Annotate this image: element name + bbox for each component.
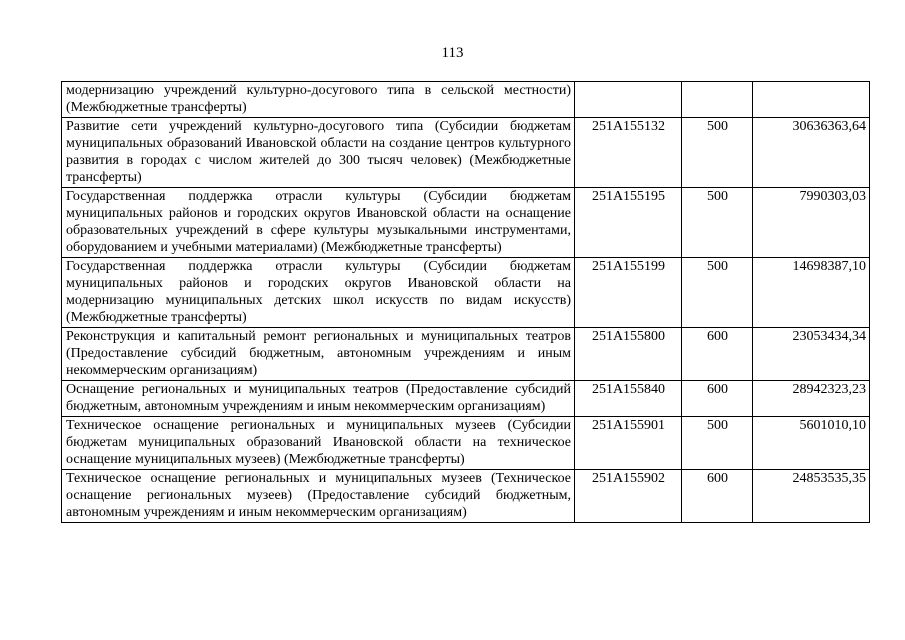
table-row — [62, 118, 870, 188]
row-target-code — [575, 82, 682, 118]
row-amount: 30636363,64 — [753, 118, 870, 188]
row-expense-type: 600 — [682, 328, 753, 381]
row-expense-type: 500 — [682, 417, 753, 470]
row-expense-type: 500 — [682, 188, 753, 258]
row-target-code: 251A155195 — [575, 188, 682, 258]
row-description: Развитие сети учреждений культурно-досугового типа (Субсидии бюджетам муниципальных образований Ивановской области на создание центров культурного развития в городах с числом жителей до 300 тысяч человек) (Межбюджетные трансферты) — [62, 118, 575, 188]
row-amount: 23053434,34 — [753, 328, 870, 381]
table-row — [62, 417, 870, 470]
row-amount: 24853535,35 — [753, 470, 870, 523]
table-row — [62, 188, 870, 258]
table-row — [62, 470, 870, 523]
row-description: Техническое оснащение региональных и муниципальных музеев (Субсидии бюджетам муниципальных образований Ивановской области на техническое оснащение муниципальных музеев) (Межбюджетные трансферты) — [62, 417, 575, 470]
row-description: Техническое оснащение региональных и муниципальных музеев (Техническое оснащение региональных музеев) (Предоставление субсидий бюджетным, автономным учреждениям и иным некоммерческим организациям) — [62, 470, 575, 523]
row-target-code: 251A155199 — [575, 258, 682, 328]
row-expense-type: 600 — [682, 381, 753, 417]
row-expense-type — [682, 82, 753, 118]
row-expense-type: 500 — [682, 258, 753, 328]
row-amount — [753, 82, 870, 118]
row-expense-type: 500 — [682, 118, 753, 188]
budget-table — [61, 81, 870, 523]
page-number: 113 — [441, 45, 464, 61]
row-description: модернизацию учреждений культурно-досугового типа в сельской местности) (Межбюджетные трансферты) — [62, 82, 575, 118]
row-expense-type: 600 — [682, 470, 753, 523]
row-description: Государственная поддержка отрасли культуры (Субсидии бюджетам муниципальных районов и городских округов Ивановской области на оснащение образовательных учреждений в сфере культуры музыкальными инструментами, оборудованием и учебными материалами) (Межбюджетные трансферты) — [62, 188, 575, 258]
table-row — [62, 82, 870, 118]
row-description: Оснащение региональных и муниципальных театров (Предоставление субсидий бюджетным, автономным учреждениям и иным некоммерческим организациям) — [62, 381, 575, 417]
row-target-code: 251A155902 — [575, 470, 682, 523]
row-target-code: 251A155800 — [575, 328, 682, 381]
row-target-code: 251A155901 — [575, 417, 682, 470]
row-description: Государственная поддержка отрасли культуры (Субсидии бюджетам муниципальных районов и городских округов Ивановской области на модернизацию муниципальных детских школ искусств по видам искусств) (Межбюджетные трансферты) — [62, 258, 575, 328]
row-description: Реконструкция и капитальный ремонт региональных и муниципальных театров (Предоставление субсидий бюджетным, автономным учреждениям и иным некоммерческим организациям) — [62, 328, 575, 381]
row-amount: 28942323,23 — [753, 381, 870, 417]
row-target-code: 251A155132 — [575, 118, 682, 188]
row-amount: 14698387,10 — [753, 258, 870, 328]
table-row — [62, 381, 870, 417]
table-row — [62, 258, 870, 328]
table-row — [62, 328, 870, 381]
row-amount: 5601010,10 — [753, 417, 870, 470]
row-amount: 7990303,03 — [753, 188, 870, 258]
row-target-code: 251A155840 — [575, 381, 682, 417]
